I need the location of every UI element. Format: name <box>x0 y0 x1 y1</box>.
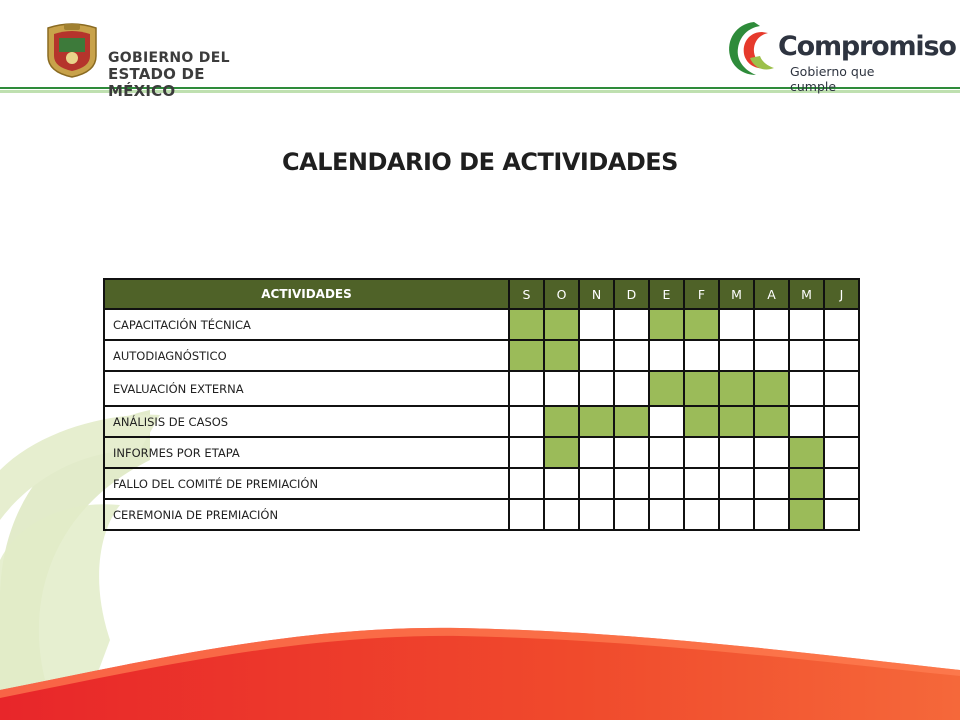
swirl-logo-icon <box>724 18 780 78</box>
month-header: J <box>824 279 859 309</box>
scheduled-cell <box>544 309 579 340</box>
month-header: A <box>754 279 789 309</box>
table-row <box>104 340 859 371</box>
activity-label: ANÁLISIS DE CASOS <box>104 406 509 437</box>
empty-cell <box>579 437 614 468</box>
table-row <box>104 309 859 340</box>
empty-cell <box>509 371 544 406</box>
empty-cell <box>614 468 649 499</box>
empty-cell <box>544 468 579 499</box>
table-row <box>104 406 859 437</box>
empty-cell <box>684 468 719 499</box>
empty-cell <box>754 468 789 499</box>
empty-cell <box>579 340 614 371</box>
month-header: F <box>684 279 719 309</box>
empty-cell <box>649 406 684 437</box>
table-row <box>104 468 859 499</box>
activity-label: EVALUACIÓN EXTERNA <box>104 371 509 406</box>
brand-tagline: Gobierno que cumple <box>790 64 875 94</box>
scheduled-cell <box>789 499 824 530</box>
empty-cell <box>754 499 789 530</box>
empty-cell <box>649 468 684 499</box>
empty-cell <box>614 437 649 468</box>
empty-cell <box>509 406 544 437</box>
empty-cell <box>684 437 719 468</box>
scheduled-cell <box>509 309 544 340</box>
activity-label: AUTODIAGNÓSTICO <box>104 340 509 371</box>
scheduled-cell <box>684 309 719 340</box>
scheduled-cell <box>544 406 579 437</box>
scheduled-cell <box>754 371 789 406</box>
month-header: E <box>649 279 684 309</box>
month-header: M <box>719 279 754 309</box>
empty-cell <box>579 371 614 406</box>
coat-of-arms-icon <box>42 20 102 78</box>
month-header: D <box>614 279 649 309</box>
empty-cell <box>649 340 684 371</box>
gov-name-line1: GOBIERNO DEL <box>108 50 230 66</box>
activity-label: FALLO DEL COMITÉ DE PREMIACIÓN <box>104 468 509 499</box>
empty-cell <box>719 309 754 340</box>
scheduled-cell <box>789 468 824 499</box>
scheduled-cell <box>754 406 789 437</box>
scheduled-cell <box>684 371 719 406</box>
page-title: CALENDARIO DE ACTIVIDADES <box>282 148 678 176</box>
table-header-row <box>104 279 859 309</box>
empty-cell <box>614 309 649 340</box>
month-header: N <box>579 279 614 309</box>
scheduled-cell <box>789 437 824 468</box>
table-row <box>104 371 859 406</box>
empty-cell <box>509 499 544 530</box>
activity-calendar-table <box>103 278 860 531</box>
empty-cell <box>789 340 824 371</box>
empty-cell <box>614 340 649 371</box>
empty-cell <box>544 371 579 406</box>
scheduled-cell <box>509 340 544 371</box>
empty-cell <box>579 309 614 340</box>
scheduled-cell <box>544 437 579 468</box>
empty-cell <box>824 340 859 371</box>
empty-cell <box>824 309 859 340</box>
empty-cell <box>789 309 824 340</box>
empty-cell <box>789 371 824 406</box>
empty-cell <box>824 437 859 468</box>
activity-label: CEREMONIA DE PREMIACIÓN <box>104 499 509 530</box>
empty-cell <box>719 437 754 468</box>
scheduled-cell <box>544 340 579 371</box>
empty-cell <box>509 437 544 468</box>
empty-cell <box>579 468 614 499</box>
empty-cell <box>509 468 544 499</box>
activity-label: CAPACITACIÓN TÉCNICA <box>104 309 509 340</box>
empty-cell <box>684 340 719 371</box>
empty-cell <box>719 340 754 371</box>
scheduled-cell <box>684 406 719 437</box>
activities-header: ACTIVIDADES <box>104 279 509 309</box>
empty-cell <box>649 437 684 468</box>
empty-cell <box>614 371 649 406</box>
empty-cell <box>824 468 859 499</box>
scheduled-cell <box>649 309 684 340</box>
empty-cell <box>824 499 859 530</box>
scheduled-cell <box>614 406 649 437</box>
empty-cell <box>579 499 614 530</box>
empty-cell <box>684 499 719 530</box>
table-body <box>104 309 859 530</box>
estado-mexico-logo <box>40 18 270 100</box>
gov-name-line2: ESTADO DE MÉXICO <box>108 65 205 100</box>
month-header: M <box>789 279 824 309</box>
empty-cell <box>824 406 859 437</box>
scheduled-cell <box>719 406 754 437</box>
compromiso-logo <box>724 18 956 94</box>
empty-cell <box>754 437 789 468</box>
table-row <box>104 499 859 530</box>
scheduled-cell <box>579 406 614 437</box>
scheduled-cell <box>649 371 684 406</box>
empty-cell <box>544 499 579 530</box>
empty-cell <box>719 468 754 499</box>
empty-cell <box>719 499 754 530</box>
empty-cell <box>824 371 859 406</box>
empty-cell <box>649 499 684 530</box>
empty-cell <box>754 309 789 340</box>
brand-name: Compromiso <box>778 31 956 62</box>
empty-cell <box>754 340 789 371</box>
table-row <box>104 437 859 468</box>
empty-cell <box>614 499 649 530</box>
month-header: O <box>544 279 579 309</box>
empty-cell <box>789 406 824 437</box>
scheduled-cell <box>719 371 754 406</box>
month-header: S <box>509 279 544 309</box>
activity-label: INFORMES POR ETAPA <box>104 437 509 468</box>
